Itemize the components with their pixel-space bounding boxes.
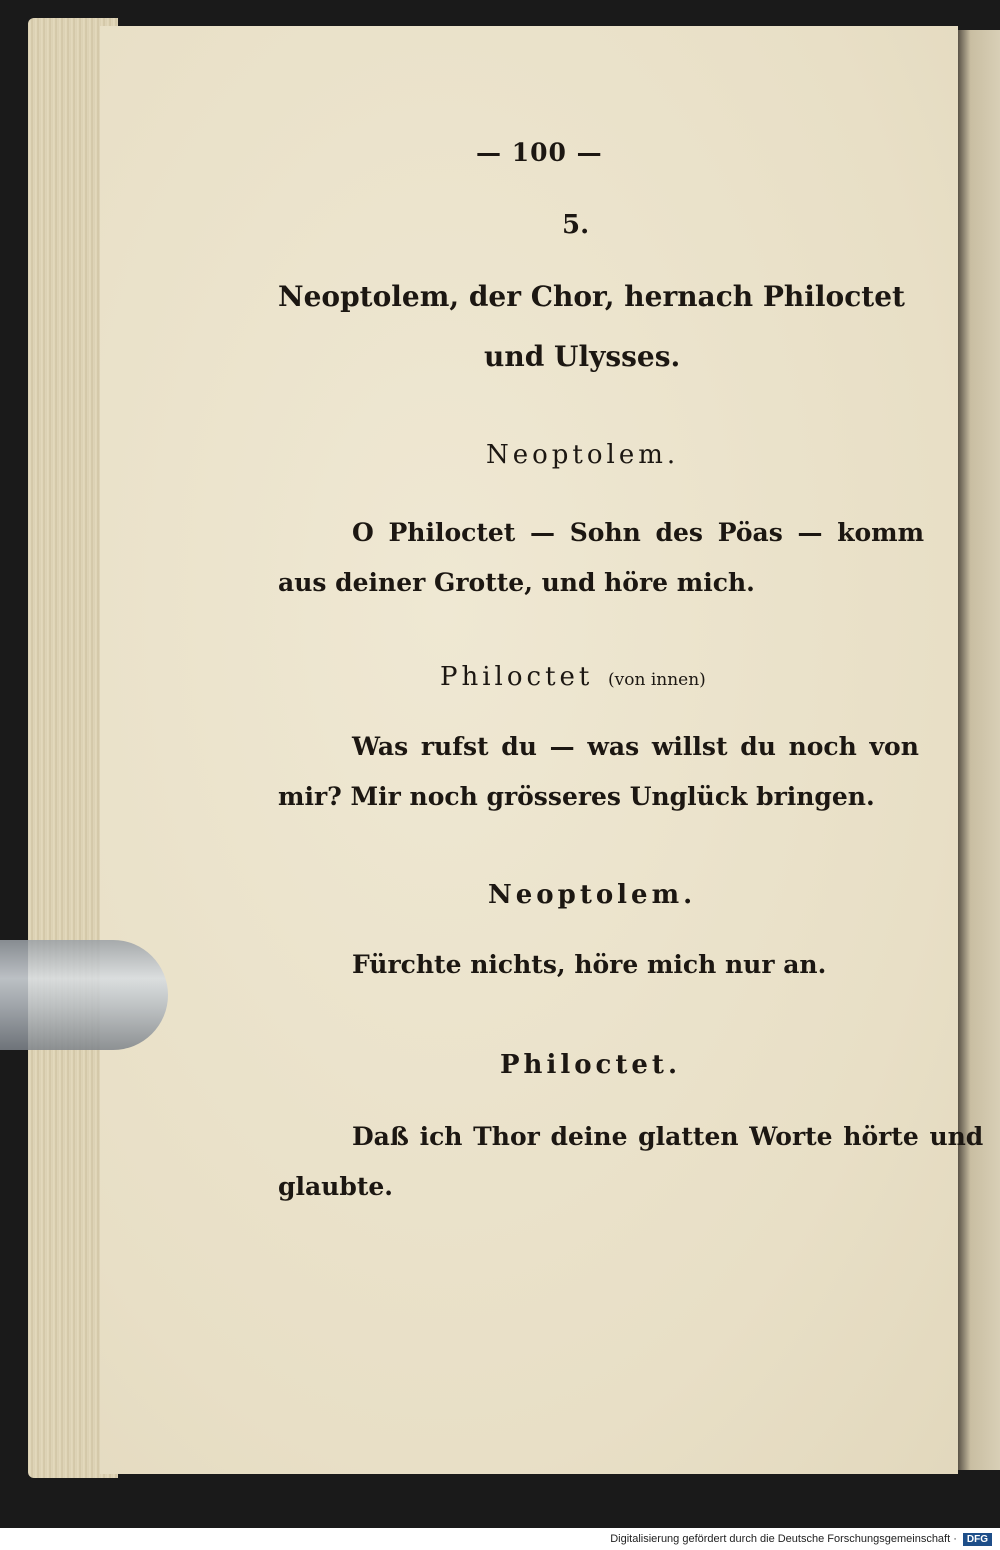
dialogue-line: O Philoctet — Sohn des Pöas — komm	[352, 518, 925, 547]
facing-page-edge	[958, 30, 1000, 1470]
scene-title-continued: und Ulysses.	[484, 340, 681, 373]
dialogue-line: mir? Mir noch grösseres Unglück bringen.	[278, 782, 875, 811]
dialogue-line: glaubte.	[278, 1172, 393, 1201]
page-header: — 100 —	[476, 138, 603, 167]
dialogue-line: Fürchte nichts, höre mich nur an.	[352, 950, 827, 979]
speaker-name: Neoptolem.	[486, 440, 680, 470]
page-clip	[0, 940, 168, 1050]
speaker-name: Philoctet.	[500, 1050, 681, 1080]
speaker-name: Neoptolem.	[488, 880, 697, 910]
footer-bar	[0, 1528, 1000, 1550]
dialogue-line: Daß ich Thor deine glatten Worte hörte und	[352, 1122, 984, 1151]
dfg-logo: DFG	[963, 1533, 992, 1546]
scene-title: Neoptolem, der Chor, hernach Philoctet	[278, 280, 905, 313]
dialogue-line: aus deiner Grotte, und höre mich.	[278, 568, 755, 597]
funding-credit: Digitalisierung gefördert durch die Deutsche Forschungsgemeinschaft ·	[610, 1533, 957, 1545]
stage-direction: (von innen)	[608, 670, 706, 690]
scene-number: 5.	[562, 210, 590, 240]
speaker-name: Philoctet	[440, 662, 594, 692]
dialogue-line: Was rufst du — was willst du noch von	[352, 732, 919, 761]
